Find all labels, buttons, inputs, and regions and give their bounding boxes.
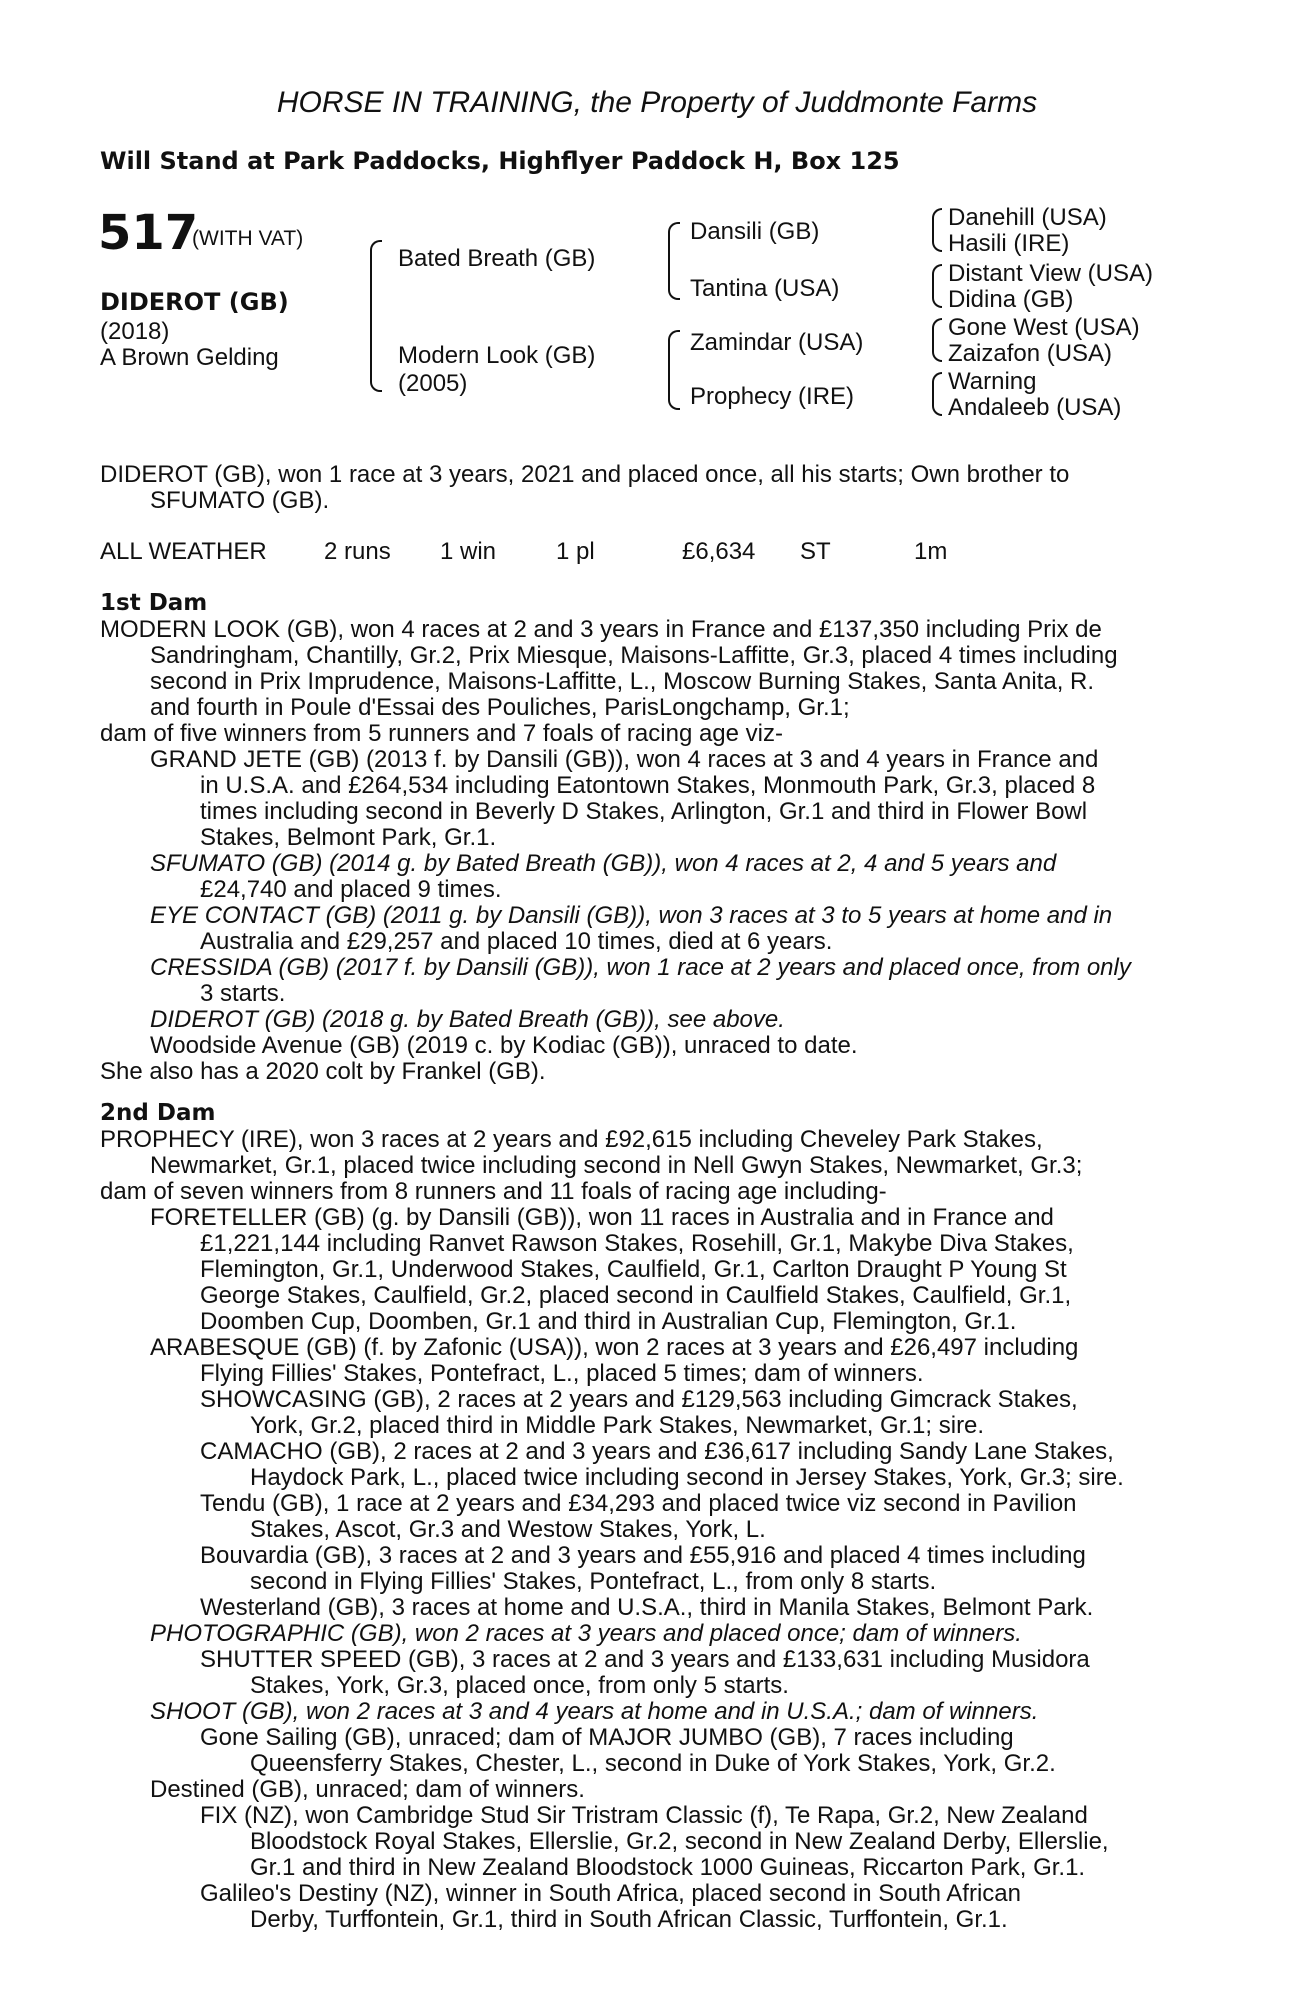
pedigree-sire-sire: Dansili (GB) [690,218,820,245]
pedigree-g8: Andaleeb (USA) [948,394,1122,421]
dam-line: SHOOT (GB), won 2 races at 3 and 4 years at home and in U.S.A.; dam of winners. [150,1698,1039,1725]
dam-line: Stakes, York, Gr.3, placed once, from only 5 starts. [250,1672,789,1699]
dam-line: Bloodstock Royal Stakes, Ellerslie, Gr.2, second in New Zealand Derby, Ellerslie, [250,1828,1109,1855]
dam-line: FORETELLER (GB) (g. by Dansili (GB)), won 11 races in Australia and in France and [150,1204,1054,1231]
page-title: HORSE IN TRAINING, the Property of Juddmonte Farms [276,86,1038,119]
dam-line: in U.S.A. and £264,534 including Eatontown Stakes, Monmouth Park, Gr.3, placed 8 [200,772,1096,799]
dam-line: SFUMATO (GB) (2014 g. by Bated Breath (GB)), won 4 races at 2, 4 and 5 years and [150,850,1057,877]
pedigree-sire: Bated Breath (GB) [398,245,596,272]
dam-line: Newmarket, Gr.1, placed twice including second in Nell Gwyn Stakes, Newmarket, Gr.3; [150,1152,1083,1179]
first-dam-block [100,617,1204,1085]
dam-line: CRESSIDA (GB) (2017 f. by Dansili (GB)), won 1 race at 2 years and placed once, from only [150,954,1131,981]
pedigree-brace-sire [668,222,680,300]
pedigree-g5: Gone West (USA) [948,314,1140,341]
dam-line: second in Prix Imprudence, Maisons-Laffitte, L., Moscow Burning Stakes, Santa Anita, R. [150,668,1095,695]
dam-line: Gone Sailing (GB), unraced; dam of MAJOR JUMBO (GB), 7 races including [200,1724,1014,1751]
pedigree-g4: Didina (GB) [948,286,1074,313]
dam-line: Sandringham, Chantilly, Gr.2, Prix Miesque, Maisons-Laffitte, Gr.3, placed 4 times including [150,642,1118,669]
dam-line: Flemington, Gr.1, Underwood Stakes, Caulfield, Gr.1, Carlton Draught P Young St [200,1256,1067,1283]
dam-line: Stakes, Belmont Park, Gr.1. [200,824,497,851]
aw-runs: 2 runs [324,538,391,565]
dam-line: Galileo's Destiny (NZ), winner in South Africa, placed second in South African [200,1880,1021,1907]
dam-line: 3 starts. [200,980,286,1007]
dam-line: Westerland (GB), 3 races at home and U.S.A., third in Manila Stakes, Belmont Park. [200,1594,1094,1621]
aw-placed: 1 pl [556,538,595,565]
pedigree-dam-sire: Zamindar (USA) [690,329,864,356]
dam-line: times including second in Beverly D Stakes, Arlington, Gr.1 and third in Flower Bowl [200,798,1088,825]
stand-location: Will Stand at Park Paddocks, Highflyer Paddock H, Box 125 [100,147,900,175]
pedigree-brace-g3 [932,318,942,362]
pedigree-brace-g2 [932,264,942,308]
pedigree-dam-year: (2005) [398,370,468,397]
pedigree-g1: Danehill (USA) [948,204,1107,231]
summary [100,462,1204,514]
dam-line: Stakes, Ascot, Gr.3 and Westow Stakes, York, L. [250,1516,766,1543]
pedigree-brace-g1 [932,208,942,252]
pedigree-brace-g4 [932,372,942,416]
second-dam-heading: 2nd Dam [100,1100,216,1126]
dam-line: DIDEROT (GB) (2018 g. by Bated Breath (GB)), see above. [150,1006,785,1033]
dam-line: PROPHECY (IRE), won 3 races at 2 years and £92,615 including Cheveley Park Stakes, [100,1126,1043,1153]
dam-line: £24,740 and placed 9 times. [200,876,502,903]
aw-distance: 1m [914,538,948,565]
pedigree-dam: Modern Look (GB) [398,342,596,369]
pedigree-g3: Distant View (USA) [948,260,1153,287]
dam-line: She also has a 2020 colt by Frankel (GB). [100,1058,546,1085]
dam-line: Woodside Avenue (GB) (2019 c. by Kodiac (GB)), unraced to date. [150,1032,858,1059]
dam-line: EYE CONTACT (GB) (2011 g. by Dansili (GB)), won 3 races at 3 to 5 years at home and in [150,902,1113,929]
horse-description: A Brown Gelding [100,344,279,371]
dam-line: Destined (GB), unraced; dam of winners. [150,1776,585,1803]
summary-line: DIDEROT (GB), won 1 race at 3 years, 2021 and placed once, all his starts; Own brother to [100,461,1070,488]
aw-earnings: £6,634 [682,538,756,565]
dam-line: George Stakes, Caulfield, Gr.2, placed second in Caulfield Stakes, Caulfield, Gr.1, [200,1282,1072,1309]
dam-line: Queensferry Stakes, Chester, L., second in Duke of York Stakes, York, Gr.2. [250,1750,1056,1777]
dam-line: Doomben Cup, Doomben, Gr.1 and third in Australian Cup, Flemington, Gr.1. [200,1308,1017,1335]
dam-line: Haydock Park, L., placed twice including second in Jersey Stakes, York, Gr.3; sire. [250,1464,1124,1491]
pedigree-g7: Warning [948,368,1037,395]
dam-line: ARABESQUE (GB) (f. by Zafonic (USA)), won 2 races at 3 years and £26,497 including [150,1334,1079,1361]
pedigree-dam-dam: Prophecy (IRE) [690,383,855,410]
dam-line: second in Flying Fillies' Stakes, Pontefract, L., from only 8 starts. [250,1568,937,1595]
dam-line: Flying Fillies' Stakes, Pontefract, L., placed 5 times; dam of winners. [200,1360,924,1387]
dam-line: dam of five winners from 5 runners and 7 foals of racing age viz- [100,720,783,747]
summary-line: SFUMATO (GB). [150,487,330,514]
horse-name: DIDEROT (GB) [100,288,289,316]
pedigree-g6: Zaizafon (USA) [948,340,1113,367]
dam-line: Gr.1 and third in New Zealand Bloodstock 1000 Guineas, Riccarton Park, Gr.1. [250,1854,1086,1881]
aw-wins: 1 win [440,538,497,565]
dam-line: Australia and £29,257 and placed 10 times, died at 6 years. [200,928,833,955]
first-dam-heading: 1st Dam [100,590,208,616]
dam-line: GRAND JETE (GB) (2013 f. by Dansili (GB)), won 4 races at 3 and 4 years in France and [150,746,1099,773]
aw-label: ALL WEATHER [100,538,267,565]
aw-surface: ST [800,538,831,565]
pedigree-g2: Hasili (IRE) [948,230,1070,257]
pedigree-brace-dam [668,330,680,410]
pedigree-sire-dam: Tantina (USA) [690,275,840,302]
dam-line: SHUTTER SPEED (GB), 3 races at 2 and 3 years and £133,631 including Musidora [200,1646,1090,1673]
horse-year: (2018) [100,318,170,345]
dam-line: CAMACHO (GB), 2 races at 2 and 3 years and £36,617 including Sandy Lane Stakes, [200,1438,1114,1465]
dam-line: PHOTOGRAPHIC (GB), won 2 races at 3 years and placed once; dam of winners. [150,1620,1022,1647]
dam-line: FIX (NZ), won Cambridge Stud Sir Tristram Classic (f), Te Rapa, Gr.2, New Zealand [200,1802,1088,1829]
dam-line: MODERN LOOK (GB), won 4 races at 2 and 3 years in France and £137,350 including Prix de [100,616,1102,643]
dam-line: Bouvardia (GB), 3 races at 2 and 3 years and £55,916 and placed 4 times including [200,1542,1086,1569]
vat-note: (WITH VAT) [192,227,304,250]
dam-line: Derby, Turffontein, Gr.1, third in South African Classic, Turffontein, Gr.1. [250,1906,1008,1933]
dam-line: £1,221,144 including Ranvet Rawson Stakes, Rosehill, Gr.1, Makybe Diva Stakes, [200,1230,1074,1257]
dam-line: SHOWCASING (GB), 2 races at 2 years and £129,563 including Gimcrack Stakes, [200,1386,1078,1413]
lot-number: 517 [98,205,199,261]
second-dam-block [100,1127,1204,1933]
dam-line: and fourth in Poule d'Essai des Pouliches, ParisLongchamp, Gr.1; [150,694,850,721]
pedigree-brace-parents [370,240,382,392]
dam-line: Tendu (GB), 1 race at 2 years and £34,293 and placed twice viz second in Pavilion [200,1490,1077,1517]
dam-line: dam of seven winners from 8 runners and 11 foals of racing age including- [100,1178,887,1205]
dam-line: York, Gr.2, placed third in Middle Park Stakes, Newmarket, Gr.1; sire. [250,1412,985,1439]
